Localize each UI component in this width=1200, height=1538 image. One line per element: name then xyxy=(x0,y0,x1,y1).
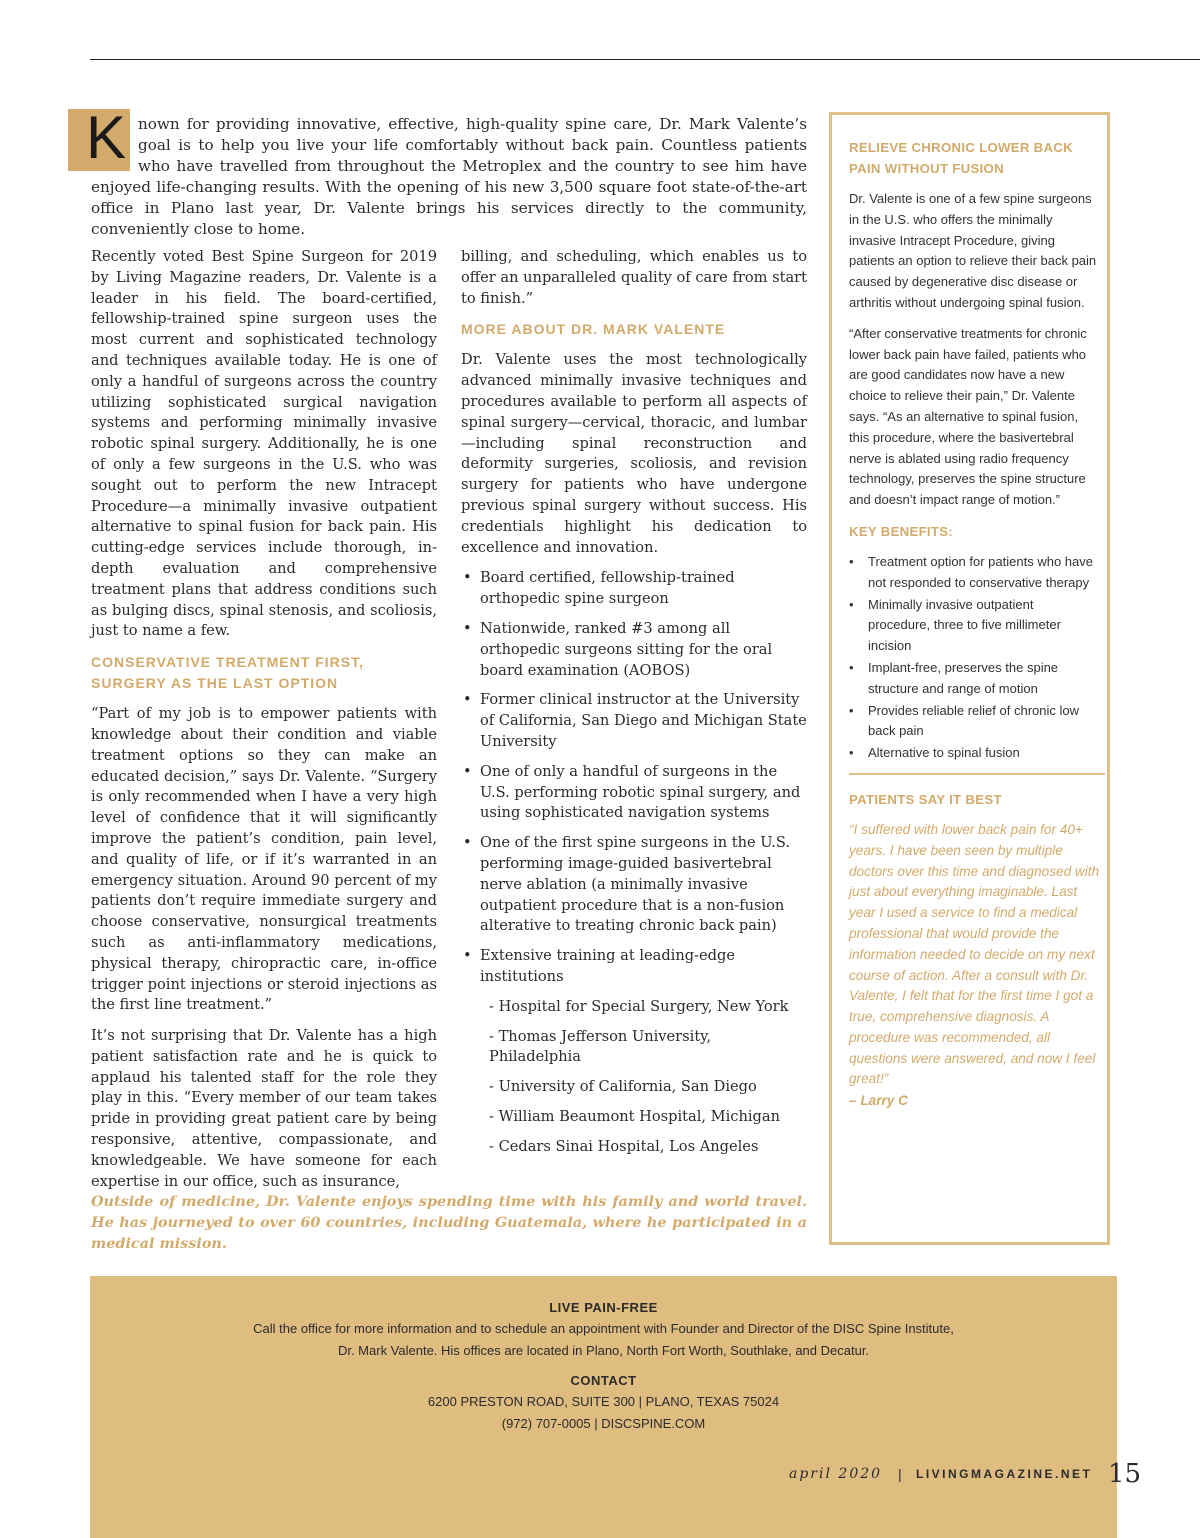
left-paragraph-1: Recently voted Best Spine Surgeon for 2019 by Living Magazine readers, Dr. Valente is a leader in his field. The board-certified, fellowship-trained spine surgeon uses the most current and sophisticated technology and techniques available today. He is one of only a handful of surgeons across the country utilizing sophisticated surgical navigation systems and performing minimally invasive robotic spinal surgery. Additionally, he is one of only a few surgeons in the U.S. who was sought out to perform the new Intracept Procedure—a minimally invasive outpatient alternative to spinal fusion for back pain. His cutting-edge services include thorough, in-depth evaluation and comprehensive treatment plans that address conditions such as bulging discs, spinal stenosis, and scoliosis, just to name a few. xyxy=(91,248,437,640)
magazine-website: LIVINGMAGAZINE.NET xyxy=(916,1467,1093,1481)
institution-item: - Hospital for Special Surgery, New York xyxy=(489,997,789,1015)
contact-phone-website: (972) 707-0005 | DISCSPINE.COM xyxy=(501,1416,706,1431)
cta-line-1: Call the office for more information and to schedule an appointment with Founder and Director of the DISC Spine Institute, xyxy=(253,1321,954,1336)
credential-item: • Nationwide, ranked #3 among all orthopedic surgeons sitting for the oral board examination (AOBOS) xyxy=(461,619,807,681)
credential-item: • Former clinical instructor at the University of California, San Diego and Michigan State University xyxy=(461,690,807,752)
sidebar-paragraph-2: “After conservative treatments for chronic lower back pain have failed, patients who are good candidates now have a new choice to relieve their pain,” Dr. Valente says. “As an alternative to spinal fusion, this procedure, where the basivertebral nerve is ablated using radio frequency technology, preserves the spine structure and doesn’t impact range of motion.” xyxy=(849,325,1087,508)
closing-paragraph: Outside of medicine, Dr. Valente enjoys spending time with his family and world travel. He has journeyed to over 60 countries, including Guatemala, where he participated in a medical mission. xyxy=(91,1193,807,1252)
credential-item: • One of only a handful of surgeons in the U.S. performing robotic spinal surgery, and using sophisticated navigation systems xyxy=(461,762,807,824)
left-paragraph-3: It’s not surprising that Dr. Valente has a high patient satisfaction rate and he is quick to applaud his talented staff for the role they play in this. “Every member of our team takes pride in providing great patient care by being responsive, attentive, compassionate, and knowledgeable. We have someone for each expertise in our office, such as insurance, xyxy=(91,1027,437,1190)
more-about-heading: MORE ABOUT DR. MARK VALENTE xyxy=(461,321,726,338)
left-paragraph-2: “Part of my job is to empower patients with knowledge about their condition and viable treatment options so they can make an educated decision,” says Dr. Valente. “Surgery is only recommended when I have a very high level of confidence that it will significantly improve the patient’s condition, pain level, and quality of life, or if it’s warranted in an emergency situation. Around 90 percent of my patients don’t require immediate surgery and choose conservative, nonsurgical treatments such as anti-inflammatory medications, physical therapy, chiropractic care, in-office trigger point injections or steroid injections as the first line treatment.” xyxy=(91,705,437,1014)
institution-item: - Cedars Sinai Hospital, Los Angeles xyxy=(489,1137,759,1155)
live-pain-free-heading: LIVE PAIN-FREE xyxy=(549,1300,658,1315)
sidebar-heading-relieve: RELIEVE CHRONIC LOWER BACK PAIN WITHOUT FUSION xyxy=(849,140,1073,176)
testimonial-author: – Larry C xyxy=(849,1093,908,1109)
credential-item: • One of the first spine surgeons in the U.S. performing image-guided basivertebral nerve ablation (a minimally invasive outpatient procedure that is a non-fusion alterative to treating chronic back pain) xyxy=(461,833,807,937)
issue-date: april 2020 xyxy=(789,1466,883,1482)
credential-item: • Board certified, fellowship-trained orthopedic spine surgeon xyxy=(461,568,807,610)
sidebar-box xyxy=(829,112,1110,1245)
benefit-item: • Provides reliable relief of chronic low back pain xyxy=(849,701,1098,743)
top-rule xyxy=(90,59,1200,60)
page-number: 15 xyxy=(1108,1459,1142,1489)
credentials-list xyxy=(461,568,807,987)
patient-testimonial: “I suffered with lower back pain for 40+ years. I have been seen by multiple doctors over this time and diagnosed with just about everything imaginable. Last year I used a service to find a medical professional that would provide the information needed to decide on my next course of action. After a consult with Dr. Valente, I felt that for the first time I got a true, comprehensive diagnosis. A procedure was recommended, all questions were answered, and now I feel great!” xyxy=(849,821,1100,1087)
intro-paragraph xyxy=(86,104,807,240)
dropcap xyxy=(68,104,130,171)
institution-item: - Thomas Jefferson University, Philadelphia xyxy=(489,1027,712,1066)
cta-line-2: Dr. Mark Valente. His offices are located in Plano, North Fort Worth, Southlake, and Decatur. xyxy=(337,1343,870,1358)
contact-heading: CONTACT xyxy=(570,1373,637,1388)
contact-address: 6200 PRESTON ROAD, SUITE 300 | PLANO, TEXAS 75024 xyxy=(427,1394,780,1409)
sidebar-heading-patients: PATIENTS SAY IT BEST xyxy=(849,791,1002,807)
intro-text: nown for providing innovative, effective, high-quality spine care, Dr. Mark Valente’s goal is to help you live your life comfortably without back pain. Countless patients who have travelled from throughout the Metroplex and the country to see him have enjoyed life-changing results. With the opening of his new 3,500 square foot state-of-the-art office in Plano last year, Dr. Valente brings his services directly to the community, conveniently close to home. xyxy=(91,115,807,238)
institution-item: - University of California, San Diego xyxy=(489,1078,757,1096)
sidebar-paragraph-1: Dr. Valente is one of a few spine surgeons in the U.S. who offers the minimally invasive Intracept Procedure, giving patients an option to relieve their back pain caused by degenerative disc disease or arthritis without undergoing spinal fusion. xyxy=(849,191,1097,310)
sidebar-divider xyxy=(849,773,1105,775)
dropcap-letter: K xyxy=(86,104,127,171)
page-footer xyxy=(0,1458,1200,1498)
benefit-item: • Minimally invasive outpatient procedure, three to five millimeter incision xyxy=(849,595,1098,657)
middle-column xyxy=(461,247,807,1166)
credential-item: • Extensive training at leading-edge institutions xyxy=(461,946,807,988)
benefit-item: • Implant-free, preserves the spine structure and range of motion xyxy=(849,658,1098,700)
conservative-treatment-heading: CONSERVATIVE TREATMENT FIRST, SURGERY AS THE LAST OPTION xyxy=(91,654,364,692)
middle-paragraph-1: billing, and scheduling, which enables us to offer an unparalleled quality of care from start to finish.” xyxy=(461,248,807,307)
benefits-list xyxy=(849,552,1107,764)
benefit-item: • Alternative to spinal fusion xyxy=(849,743,1098,764)
benefit-item: • Treatment option for patients who have not responded to conservative therapy xyxy=(849,552,1098,594)
sidebar-heading-benefits: KEY BENEFITS: xyxy=(849,523,954,539)
institution-item: - William Beaumont Hospital, Michigan xyxy=(489,1107,780,1125)
footer-separator: | xyxy=(898,1466,902,1482)
left-column xyxy=(91,247,437,1202)
middle-paragraph-2: Dr. Valente uses the most technologically advanced minimally invasive techniques and procedures available to perform all aspects of spinal surgery—cervical, thoracic, and lumbar—including spinal reconstruction and deformity surgeries, scoliosis, and revision surgery for patients who have undergone previous spinal surgery without success. His credentials highlight his dedication to excellence and innovation. xyxy=(461,351,807,556)
contact-banner xyxy=(90,1276,1117,1538)
